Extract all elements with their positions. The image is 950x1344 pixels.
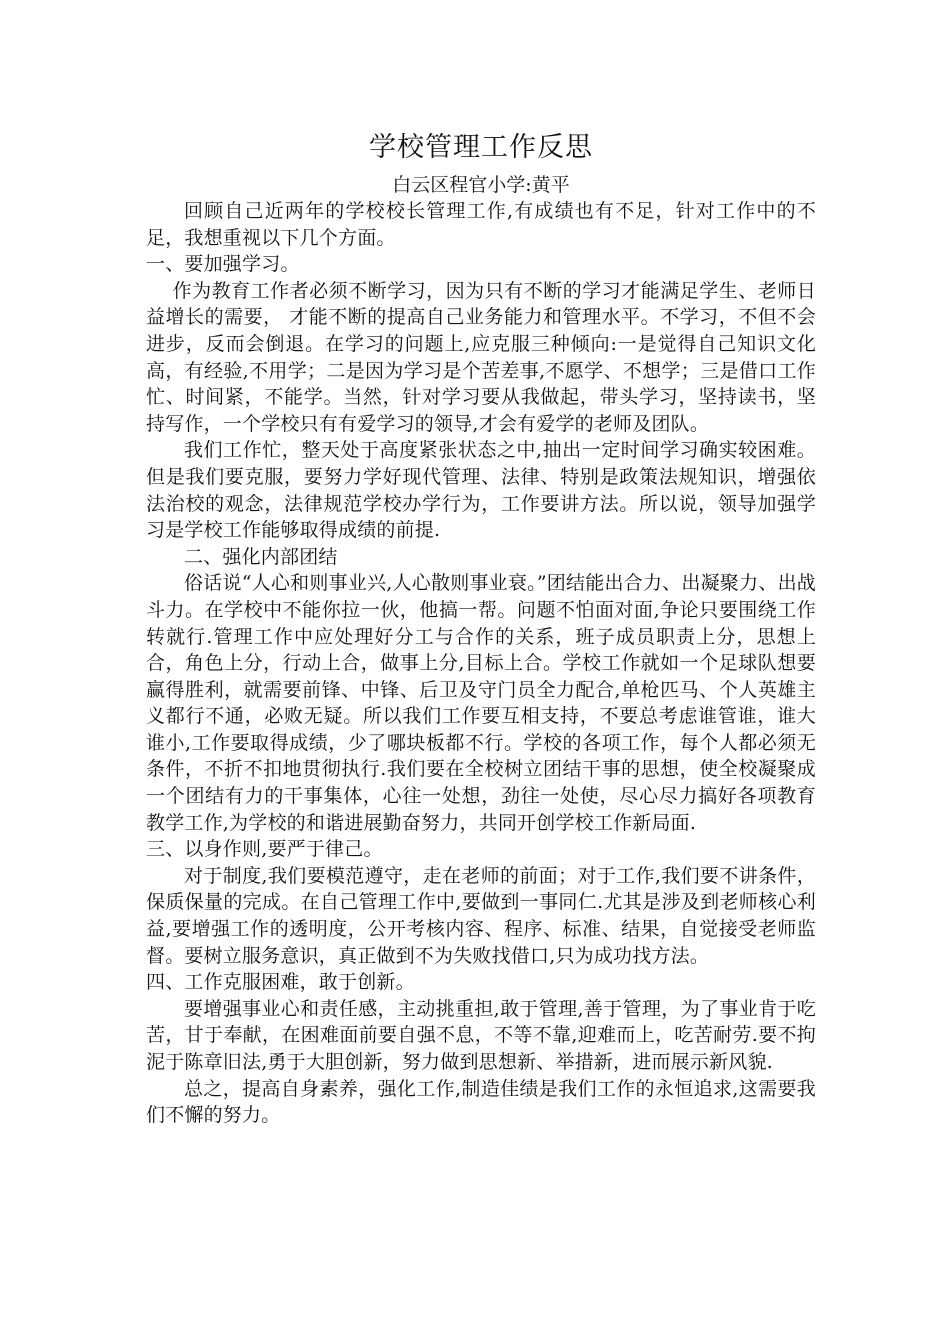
conclusion-paragraph: 总之，提高自身素养，强化工作,制造佳绩是我们工作的永恒追求,这需要我们不懈的努力。 [146, 1077, 816, 1127]
body-paragraph: 俗话说“人心和则事业兴,人心散则事业衰。”团结能出合力、出凝聚力、出战斗力。在学校中不能你拉一伙，他搞一帮。问题不怕面对面,争论只要围绕工作转就行.管理工作中应处理好分工与合作的关系，班子成员职责上分，思想上合，角色上分，行动上合，做事上分,目标上合。学校工作就如一个足球队想要赢得胜利，就需要前锋、中锋、后卫及守门员全力配合,单枪匹马、个人英雄主义都行不通，必败无疑。所以我们工作要互相支持，不要总考虑谁管谁，谁大谁小,工作要取得成绩，少了哪块板都不行。学校的各项工作，每个人都必须无条件，不折不扣地贯彻执行.我们要在全校树立团结干事的思想，使全校凝聚成一个团结有力的干事集体，心往一处想，劲往一处使，尽心尽力搞好各项教育教学工作,为学校的和谐进展勤奋努力，共同开创学校工作新局面. [146, 572, 816, 834]
author-line: 白云区程官小学:黄平 [392, 174, 570, 196]
section-heading-3: 三、以身作则,要严于律己。 [146, 838, 383, 861]
document-page [146, 128, 816, 1129]
section-heading-2: 二、强化内部团结 [184, 545, 338, 568]
document-title: 学校管理工作反思 [369, 132, 593, 163]
body-paragraph: 我们工作忙，整天处于高度紧张状态之中,抽出一定时间学习确实较困难。但是我们要克服，要努力学好现代管理、法律、特别是政策法规知识，增强依法治校的观念，法律规范学校办学行为，工作要讲方法。所以说，领导加强学习是学校工作能够取得成绩的前提. [146, 439, 816, 542]
section-heading-1: 一、要加强学习。 [146, 253, 300, 276]
intro-paragraph: 回顾自己近两年的学校校长管理工作,有成绩也有不足，针对工作中的不足，我想重视以下几个方面。 [146, 200, 816, 249]
body-paragraph: 作为教育工作者必须不断学习，因为只有不断的学习才能满足学生、老师日益增长的需要， 才能不断的提高自己业务能力和管理水平。不学习，不但不会进步，反而会倒退。在学习的问题上,应克服三种倾向:一是觉得自己知识文化高，有经验,不用学；二是因为学习是个苦差事,不愿学、不想学；三是借口工作忙、时间紧，不能学。当然，针对学习要从我做起，带头学习，坚持读书，坚持写作，一个学校只有有爱学习的领导,才会有爱学的老师及团队。 [146, 279, 816, 435]
body-paragraph: 要增强事业心和责任感，主动挑重担,敢于管理,善于管理，为了事业肯于吃苦，甘于奉献，在困难面前要自强不息，不等不靠,迎难而上，吃苦耐劳.要不拘泥于陈章旧法,勇于大胆创新，努力做到思想新、举措新，进而展示新风貌. [146, 997, 816, 1073]
body-paragraph: 对于制度,我们要模范遵守，走在老师的前面；对于工作,我们要不讲条件，保质保量的完成。在自己管理工作中,要做到一事同仁.尤其是涉及到老师核心利益,要增强工作的透明度，公开考核内容、程序、标准、结果，自觉接受老师监督。要树立服务意识，真正做到不为失败找借口,只为成功找方法。 [146, 864, 816, 967]
section-heading-4: 四、工作克服困难，敢于创新。 [146, 971, 415, 994]
